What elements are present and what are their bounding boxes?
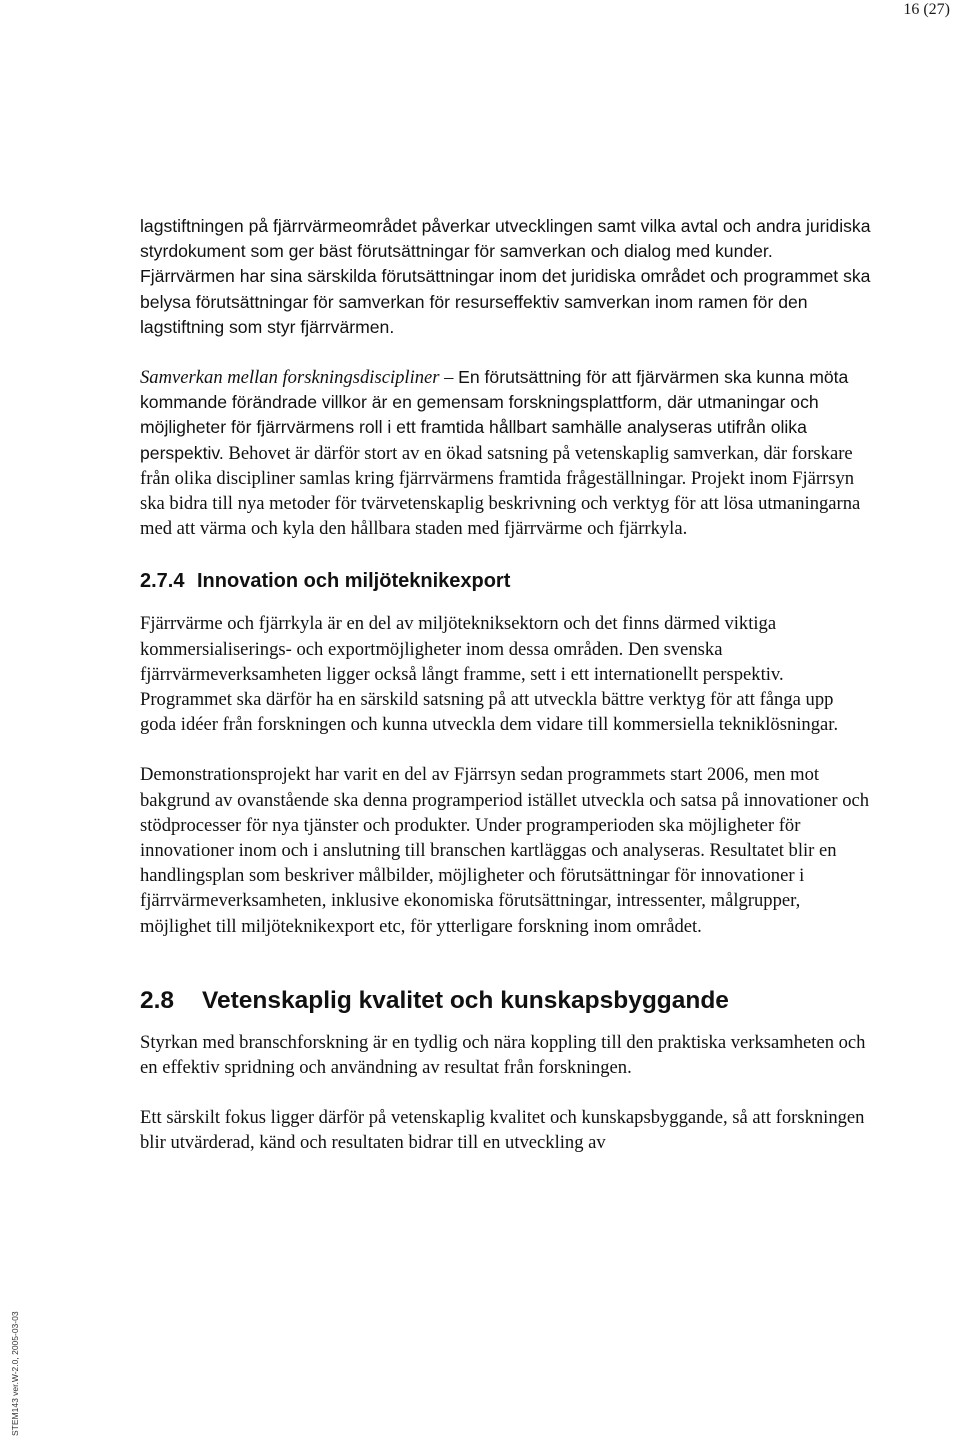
paragraph-research-disciplines <box>140 365 872 541</box>
paragraph-industry-research: Styrkan med branschforskning är en tydlig och nära koppling till den praktiska verksamheten och en effektiv spridning och användning av resultat från forskningen. <box>140 1031 866 1079</box>
paragraph-lead-title: Samverkan mellan forskningsdiscipliner <box>140 367 440 389</box>
section-title: Innovation och miljöteknikexport <box>197 570 511 593</box>
paragraph-demonstration-projects: Demonstrationsprojekt har varit en del av Fjärrsyn sedan programmets start 2006, men mot bakgrund av ovanstående ska denna programperiod istället utveckla och satsa på innovationer och stödprocesser för nya tjänster och produkter. Under programperioden ska möjligheter för innovationer inom och i anslutning till branschen kartläggas och analyseras. Resultatet blir en handlingsplan som beskriver målbilder, möjligheter och förutsättningar för innovationer i fjärrvärmeverksamheten, inklusive ekonomiska förutsättningar, intressenter, målgrupper, möjlighet till miljöteknikexport etc, för ytterligare forskning inom området. <box>140 764 870 937</box>
paragraph-innovation: Fjärrvärme och fjärrkyla är en del av miljötekniksektorn och det finns därmed viktiga kommersialiserings- och exportmöjligheter inom dessa områden. Den svenska fjärrvärmeverksamheten ligger också långt framme, sett i ett internationellt perspektiv. Programmet ska därför ha en särskild satsning på att utveckla bättre verktyg för att fånga upp goda idéer från forskningen och kunna utveckla dem vidare till kommersiella tekniklösningar. <box>140 613 839 736</box>
paragraph-scientific-quality: Ett särskilt fokus ligger därför på vetenskaplig kvalitet och kunskapsbyggande, så att forskningen blir utvärderad, känd och resultaten bidrar till en utveckling av <box>140 1107 865 1154</box>
section-number: 2.8 <box>140 986 175 1014</box>
section-number: 2.7.4 <box>140 570 185 593</box>
paragraph-body-serif: Behovet är därför stort av en ökad satsning på vetenskaplig samverkan, där forskare från olika discipliner samlas kring fjärrvärmens framtida frågeställningar. Projekt inom Fjärrsyn ska bidra till nya metoder för tvärvetenskaplig beskrivning och verktyg för att lösa utmaningarna med att värma och kyla den hållbara staden med fjärrvärme och fjärrkyla. <box>140 442 861 540</box>
document-body <box>140 214 872 1156</box>
paragraph-legislation: lagstiftningen på fjärrvärmeområdet påverkar utvecklingen samt vilka avtal och andra juridiska styrdokument som ger bäst förutsättningar för samverkan och dialog med kunder. Fjärrvärmen har sina särskilda förutsättningar inom det juridiska området och programmet ska belysa förutsättningar för samverkan för resurseffektiv samverkan inom ramen för den lagstiftning som styr fjärrvärmen. <box>140 216 871 337</box>
paragraph-body-sans: En förutsättning för att fjärvärmen ska kunna möta kommande förändrade villkor är en gemensam forskningsplattform, där utmaningar och möjligheter för fjärrvärmens roll i ett framtida hållbart samhälle analyseras utifrån olika perspektiv. <box>140 367 849 463</box>
lead-dash: – <box>439 367 459 389</box>
section-title: Vetenskaplig kvalitet och kunskapsbyggande <box>202 986 729 1014</box>
section-heading-2-7-4 <box>140 569 872 594</box>
page-number: 16 (27) <box>903 1 950 18</box>
section-heading-2-8 <box>140 986 872 1016</box>
